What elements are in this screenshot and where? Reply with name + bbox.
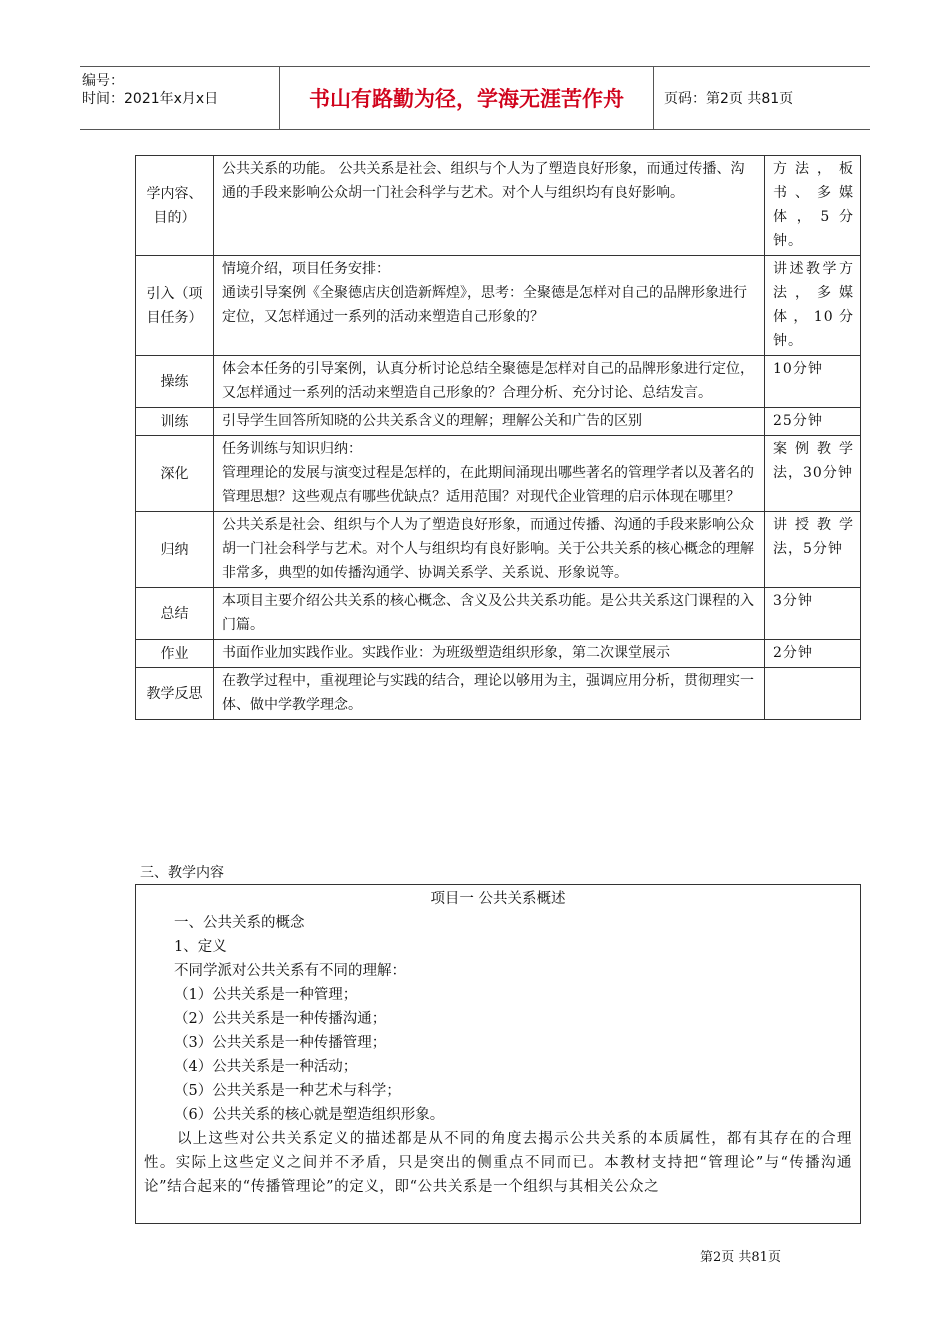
method-cell: 讲述教学方法，多媒体，10分钟。	[765, 256, 861, 356]
plan-row	[136, 408, 861, 436]
stage-cell: 操练	[136, 356, 214, 408]
lesson-plan-table	[135, 155, 861, 720]
definition-item: （2）公共关系是一种传播沟通；	[174, 1011, 387, 1027]
content-cell: 本项目主要介绍公共关系的核心概念、含义及公共关系功能。是公共关系这门课程的入门篇。	[214, 588, 765, 640]
stage-cell: 总结	[136, 588, 214, 640]
plan-row	[136, 512, 861, 588]
plan-row	[136, 588, 861, 640]
summary-paragraph: 以上这些对公共关系定义的描述都是从不同的角度去揭示公共关系的本质属性，都有其存在的合理性。实际上这些定义之间并不矛盾，只是突出的侧重点不同而已。本教材支持把“管理论”与“传播沟通论”结合起来的“传播管理论”的定义，即“公共关系是一个组织与其相关公众之	[144, 1131, 852, 1195]
plan-row	[136, 640, 861, 668]
content-cell: 公共关系的功能。 公共关系是社会、组织与个人为了塑造良好形象，而通过传播、沟通的手段来影响公众胡一门社会科学与艺术。对个人与组织均有良好影响。	[214, 156, 765, 256]
intro-text: 不同学派对公共关系有不同的理解：	[174, 963, 406, 979]
stage-cell: 训练	[136, 408, 214, 436]
method-cell: 10分钟	[765, 356, 861, 408]
method-cell: 讲授教学法，5分钟	[765, 512, 861, 588]
stage-cell: 引入（项目任务）	[136, 256, 214, 356]
method-cell: 25分钟	[765, 408, 861, 436]
definition-heading: 1、定义	[174, 939, 227, 955]
page-header	[80, 66, 870, 130]
content-cell: 引导学生回答所知晓的公共关系含义的理解；理解公关和广告的区别	[214, 408, 765, 436]
content-cell: 在教学过程中，重视理论与实践的结合，理论以够用为主，强调应用分析，贯彻理实一体、做中学教学理念。	[214, 668, 765, 720]
section-title: 三、教学内容	[140, 865, 224, 881]
definition-item: （4）公共关系是一种活动；	[174, 1059, 358, 1075]
plan-row	[136, 156, 861, 256]
definition-item: （5）公共关系是一种艺术与科学；	[174, 1083, 401, 1099]
method-cell: 2分钟	[765, 640, 861, 668]
content-cell: 体会本任务的引导案例，认真分析讨论总结全聚德是怎样对自己的品牌形象进行定位，又怎样通过一系列的活动来塑造自己形象的？合理分析、充分讨论、总结发言。	[214, 356, 765, 408]
definition-item: （1）公共关系是一种管理；	[174, 987, 358, 1003]
plan-row	[136, 436, 861, 512]
concept-heading: 一、公共关系的概念	[174, 915, 305, 931]
header-meta	[80, 67, 280, 129]
teaching-content-box	[135, 884, 861, 1224]
stage-cell: 归纳	[136, 512, 214, 588]
stage-cell: 教学反思	[136, 668, 214, 720]
stage-cell: 作业	[136, 640, 214, 668]
method-cell: 方法，板书、多媒体，5分钟。	[765, 156, 861, 256]
definition-item: （3）公共关系是一种传播管理；	[174, 1035, 387, 1051]
content-cell: 公共关系是社会、组织与个人为了塑造良好形象，而通过传播、沟通的手段来影响公众胡一门社会科学与艺术。对个人与组织均有良好影响。关于公共关系的核心概念的理解非常多，典型的如传播沟通学、协调关系学、关系说、形象说等。	[214, 512, 765, 588]
plan-row	[136, 668, 861, 720]
method-cell	[765, 668, 861, 720]
definition-item: （6）公共关系的核心就是塑造组织形象。	[174, 1107, 445, 1123]
content-cell: 书面作业加实践作业。实践作业：为班级塑造组织形象，第二次课堂展示	[214, 640, 765, 668]
plan-row	[136, 256, 861, 356]
doc-time-label: 时间：2021年x月x日	[82, 91, 219, 107]
plan-row	[136, 356, 861, 408]
method-cell: 3分钟	[765, 588, 861, 640]
stage-cell: 深化	[136, 436, 214, 512]
page-footer: 第2页 共81页	[700, 1250, 781, 1265]
definition-list	[136, 983, 860, 1127]
doc-number-label: 编号：	[82, 73, 124, 89]
header-page-number: 页码：第2页 共81页	[664, 91, 794, 107]
header-motto: 书山有路勤为径，学海无涯苦作舟	[280, 67, 654, 129]
content-cell: 情境介绍，项目任务安排： 通读引导案例《全聚德店庆创造新辉煌》，思考：全聚德是怎样对自己的品牌形象进行定位，又怎样通过一系列的活动来塑造自己形象的？	[214, 256, 765, 356]
content-cell: 任务训练与知识归纳： 管理理论的发展与演变过程是怎样的，在此期间涌现出哪些著名的管理学者以及著名的管理思想？这些观点有哪些优缺点？适用范围？对现代企业管理的启示体现在哪里？	[214, 436, 765, 512]
stage-cell: 学内容、目的）	[136, 156, 214, 256]
project-title: 项目一 公共关系概述	[430, 891, 566, 907]
method-cell: 案例教学法，30分钟	[765, 436, 861, 512]
